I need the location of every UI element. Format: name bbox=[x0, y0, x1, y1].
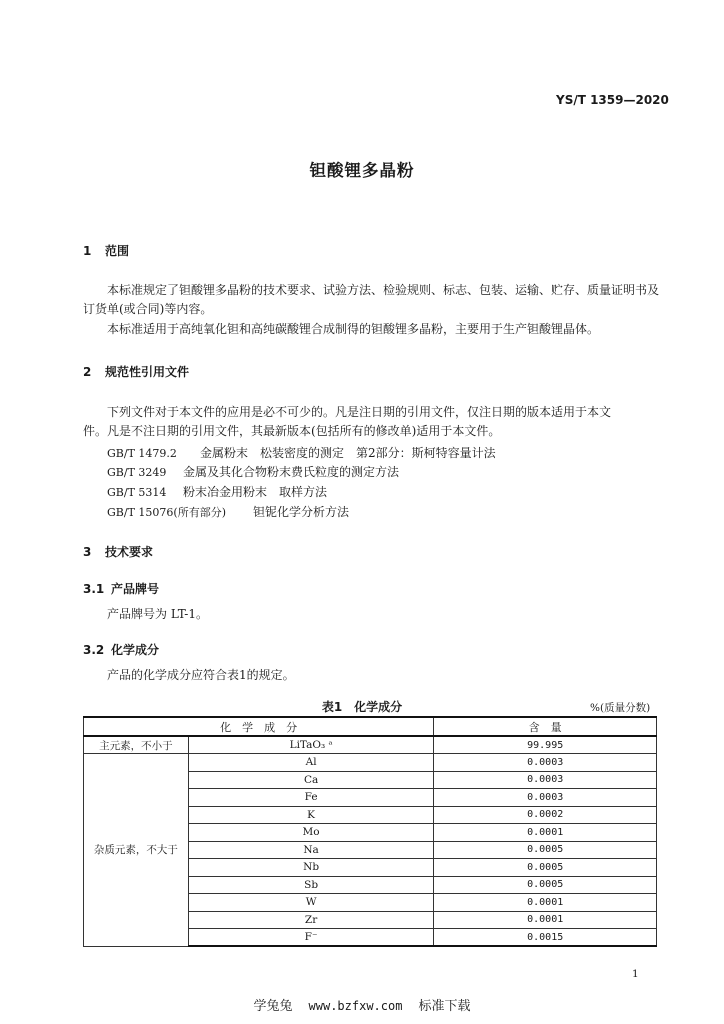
reference-item bbox=[107, 503, 349, 520]
reference-item bbox=[107, 483, 327, 500]
footer-url[interactable]: www.bzfxw.com bbox=[308, 999, 403, 1013]
column-header-content: 含 量 bbox=[434, 717, 657, 736]
value-cell: 0.0002 bbox=[434, 806, 657, 824]
value-cell: 0.0001 bbox=[434, 911, 657, 929]
paragraph: 件。凡是不注日期的引用文件，其最新版本(包括所有的修改单)适用于本文件。 bbox=[83, 424, 501, 438]
element-cell: K bbox=[188, 806, 434, 824]
subsection-number: 3.1 bbox=[83, 582, 105, 596]
reference-title: 粉末冶金用粉末 取样方法 bbox=[183, 485, 328, 499]
paragraph: 本标准规定了钽酸锂多晶粉的技术要求、试验方法、检验规则、标志、包装、运输、贮存、质量证明书及 bbox=[107, 283, 660, 297]
row-label: 杂质元素，不大于 bbox=[84, 754, 189, 947]
element-cell: Al bbox=[188, 754, 434, 772]
table-header-row bbox=[84, 717, 657, 736]
value-cell: 0.0005 bbox=[434, 876, 657, 894]
footer-tagline: 标准下载 bbox=[418, 999, 471, 1014]
section-title: 范围 bbox=[105, 244, 130, 258]
row-label: 主元素，不小于 bbox=[84, 736, 189, 754]
value-cell: 0.0003 bbox=[434, 771, 657, 789]
subsection-title: 产品牌号 bbox=[111, 582, 160, 596]
reference-item bbox=[107, 444, 496, 461]
section-title: 规范性引用文件 bbox=[105, 365, 190, 379]
table-row bbox=[84, 754, 657, 772]
element-cell: Na bbox=[188, 841, 434, 859]
footer-watermark bbox=[0, 995, 724, 1014]
paragraph: 下列文件对于本文件的应用是必不可少的。凡是注日期的引用文件，仅注日期的版本适用于本文 bbox=[107, 405, 612, 419]
subsection-3-2-heading bbox=[83, 641, 159, 658]
element-cell: Sb bbox=[188, 876, 434, 894]
table-row bbox=[84, 736, 657, 754]
section-number: 3 bbox=[83, 545, 92, 559]
table-caption: 表1 化学成分 bbox=[321, 700, 403, 714]
table-unit: %(质量分数) bbox=[590, 702, 651, 714]
reference-code: GB/T 1479.2 bbox=[107, 447, 177, 460]
element-cell: LiTaO₃ ᵃ bbox=[188, 736, 434, 754]
value-cell: 0.0001 bbox=[434, 894, 657, 912]
chemical-composition-table bbox=[83, 716, 657, 947]
reference-code: GB/T 3249 bbox=[107, 466, 167, 479]
section-3-heading bbox=[83, 543, 153, 560]
footer-site-name: 学兔兔 bbox=[253, 999, 293, 1014]
paragraph: 订货单(或合同)等内容。 bbox=[83, 302, 213, 316]
reference-item bbox=[107, 463, 399, 480]
section-2-heading bbox=[83, 363, 189, 380]
section-1-heading bbox=[83, 242, 129, 259]
element-cell: Zr bbox=[188, 911, 434, 929]
value-cell: 0.0005 bbox=[434, 859, 657, 877]
value-cell: 0.0003 bbox=[434, 754, 657, 772]
element-cell: Fe bbox=[188, 789, 434, 807]
value-cell: 0.0001 bbox=[434, 824, 657, 842]
document-title: 钽酸锂多晶粉 bbox=[309, 161, 415, 180]
element-cell: Ca bbox=[188, 771, 434, 789]
element-cell: F⁻ bbox=[188, 929, 434, 947]
reference-title: 钽铌化学分析方法 bbox=[253, 505, 350, 519]
subsection-number: 3.2 bbox=[83, 643, 105, 657]
standard-code: YS/T 1359—2020 bbox=[556, 93, 669, 107]
element-cell: Nb bbox=[188, 859, 434, 877]
subsection-title: 化学成分 bbox=[111, 643, 160, 657]
section-number: 1 bbox=[83, 244, 92, 258]
reference-code: GB/T 15076(所有部分) bbox=[107, 506, 226, 519]
section-number: 2 bbox=[83, 365, 92, 379]
column-header-composition: 化 学 成 分 bbox=[84, 717, 434, 736]
reference-code: GB/T 5314 bbox=[107, 486, 167, 499]
value-cell: 99.995 bbox=[434, 736, 657, 754]
element-cell: Mo bbox=[188, 824, 434, 842]
reference-title: 金属及其化合物粉末费氏粒度的测定方法 bbox=[183, 465, 400, 479]
section-title: 技术要求 bbox=[105, 545, 154, 559]
reference-title: 金属粉末 松装密度的测定 第2部分：斯柯特容量计法 bbox=[200, 446, 496, 460]
paragraph: 本标准适用于高纯氧化钽和高纯碳酸锂合成制得的钽酸锂多晶粉，主要用于生产钽酸锂晶体。 bbox=[107, 322, 600, 336]
paragraph: 产品的化学成分应符合表1的规定。 bbox=[107, 668, 295, 682]
value-cell: 0.0003 bbox=[434, 789, 657, 807]
value-cell: 0.0005 bbox=[434, 841, 657, 859]
paragraph: 产品牌号为 LT-1。 bbox=[107, 607, 208, 621]
value-cell: 0.0015 bbox=[434, 929, 657, 947]
page-number: 1 bbox=[632, 968, 639, 980]
subsection-3-1-heading bbox=[83, 580, 159, 597]
element-cell: W bbox=[188, 894, 434, 912]
